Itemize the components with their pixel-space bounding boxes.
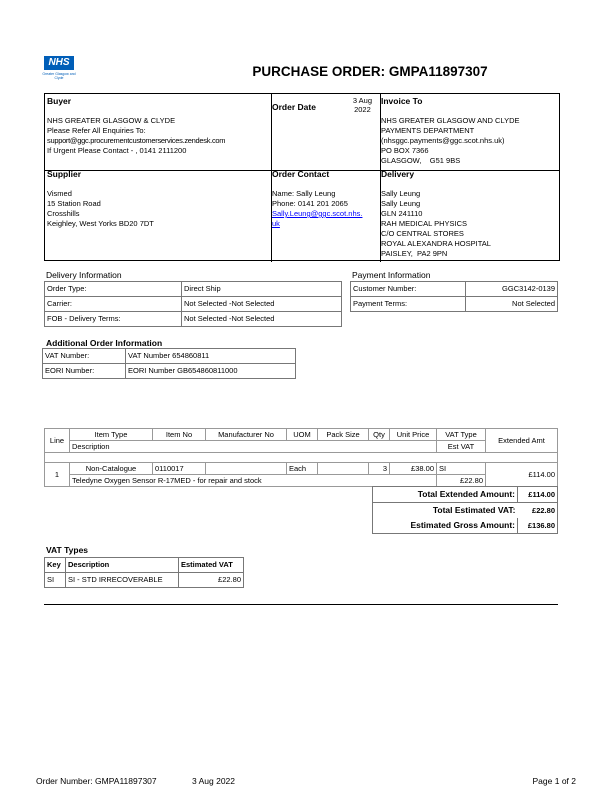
totals-row (373, 518, 558, 534)
footer-date: 3 Aug 2022 (192, 776, 236, 786)
supplier-section (45, 167, 272, 262)
contact-email-link[interactable] (272, 209, 378, 229)
buyer-lines (47, 116, 269, 156)
items-header-row (45, 429, 558, 441)
delivery-line: RAH MEDICAL PHYSICS (381, 219, 467, 228)
col-description: Description (70, 441, 437, 453)
invoice-line: NHS GREATER GLASGOW AND CLYDE (381, 116, 520, 125)
vat-types-header-row (45, 558, 244, 573)
item-no: 0110017 (153, 463, 206, 475)
table-row (45, 573, 244, 588)
delivery-heading: Delivery (381, 169, 415, 179)
delivery-info-value: Direct Ship (182, 282, 342, 297)
delivery-section (379, 167, 559, 262)
vat-col-estimated: Estimated VAT (179, 558, 244, 573)
payment-info-value: GGC3142-0139 (466, 282, 558, 297)
delivery-line: C/O CENTRAL STORES (381, 229, 464, 238)
additional-info-value: VAT Number 654860811 (126, 349, 296, 364)
contact-email-line: Sally.Leung@ggc.scot.nhs. (272, 209, 363, 218)
delivery-line: Sally Leung (381, 189, 421, 198)
invoice-to-heading: Invoice To (381, 96, 423, 106)
delivery-info-value: Not Selected -Not Selected (182, 297, 342, 312)
delivery-lines (381, 189, 557, 259)
nhs-logo-subtitle: Greater Glasgow and Clyde (42, 72, 76, 80)
order-date-section (270, 94, 381, 171)
payment-info-table (350, 281, 558, 312)
payment-info-row (351, 297, 558, 312)
supplier-line: 15 Station Road (47, 199, 101, 208)
invoice-to-lines (381, 116, 557, 166)
buyer-heading: Buyer (47, 96, 72, 106)
vat-estimated: £22.80 (179, 573, 244, 588)
supplier-line: Vismed (47, 189, 72, 198)
divider (44, 604, 558, 605)
totals-row (373, 487, 558, 503)
table-row (45, 463, 558, 475)
vat-key: SI (45, 573, 66, 588)
vat-col-description: Description (66, 558, 179, 573)
item-description: Teledyne Oxygen Sensor R-17MED - for repair and stock (70, 475, 437, 487)
col-item-no: Item No (153, 429, 206, 441)
item-type: Non-Catalogue (70, 463, 153, 475)
payment-info-heading: Payment Information (352, 270, 431, 280)
delivery-line: PAISLEY, PA2 9PN (381, 249, 448, 258)
header-grid (44, 93, 560, 261)
total-gross-value: £136.80 (518, 518, 558, 534)
vat-types-heading: VAT Types (46, 545, 89, 555)
nhs-logo (40, 56, 78, 86)
item-line: 1 (45, 463, 70, 487)
delivery-line: GLN 241110 (381, 209, 423, 218)
additional-info-label: EORI Number: (43, 364, 126, 379)
total-vat-label: Total Estimated VAT: (373, 503, 518, 519)
col-uom: UOM (287, 429, 318, 441)
contact-name: Name: Sally Leung (272, 189, 336, 198)
supplier-line: Crosshills (47, 209, 80, 218)
col-manufacturer-no: Manufacturer No (206, 429, 287, 441)
invoice-line: PAYMENTS DEPARTMENT (381, 126, 475, 135)
delivery-info-label: FOB - Delivery Terms: (45, 312, 182, 327)
delivery-info-row (45, 282, 342, 297)
table-row-description (45, 475, 558, 487)
item-vat-type: SI (437, 463, 486, 475)
footer-page-number: Page 1 of 2 (532, 776, 576, 786)
additional-info-value: EORI Number GB654860811000 (126, 364, 296, 379)
invoice-line: (nhsggc.payments@ggc.scot.nhs.uk) (381, 136, 505, 145)
buyer-line: If Urgent Please Contact - , 0141 2111200 (47, 146, 187, 155)
delivery-info-label: Carrier: (45, 297, 182, 312)
nhs-logo-mark: NHS (44, 56, 74, 70)
invoice-to-section (379, 94, 559, 171)
vat-description: SI - STD IRRECOVERABLE (66, 573, 179, 588)
item-extended-amt: £114.00 (486, 463, 558, 487)
delivery-line: Sally Leung (381, 199, 421, 208)
payment-info-label: Payment Terms: (351, 297, 466, 312)
additional-info-row (43, 349, 296, 364)
delivery-info-table (44, 281, 342, 327)
item-unit-price: £38.00 (390, 463, 437, 475)
total-gross-label: Estimated Gross Amount: (373, 518, 518, 534)
order-date-value (353, 96, 372, 114)
col-vat-type: VAT Type (437, 429, 486, 441)
item-est-vat: £22.80 (437, 475, 486, 487)
contact-email-line: uk (272, 219, 280, 228)
total-extended-label: Total Extended Amount: (373, 487, 518, 503)
item-qty: 3 (369, 463, 390, 475)
col-qty: Qty (369, 429, 390, 441)
additional-info-table (42, 348, 296, 379)
item-pack-size (318, 463, 369, 475)
payment-info-label: Customer Number: (351, 282, 466, 297)
vat-types-table (44, 557, 244, 588)
order-contact-lines (272, 189, 378, 229)
payment-info-value: Not Selected (466, 297, 558, 312)
additional-info-row (43, 364, 296, 379)
additional-info-label: VAT Number: (43, 349, 126, 364)
vat-col-key: Key (45, 558, 66, 573)
supplier-line: Keighley, West Yorks BD20 7DT (47, 219, 154, 228)
invoice-line: PO BOX 7366 (381, 146, 429, 155)
item-uom: Each (287, 463, 318, 475)
invoice-line: GLASGOW, G51 9BS (381, 156, 461, 165)
delivery-line: ROYAL ALEXANDRA HOSPITAL (381, 239, 491, 248)
delivery-info-heading: Delivery Information (46, 270, 122, 280)
supplier-lines (47, 189, 269, 229)
buyer-line: support@ggc.procurementcustomerservices.zendesk.com (47, 136, 226, 145)
page-title: PURCHASE ORDER: GMPA11897307 (252, 64, 488, 79)
buyer-line: NHS GREATER GLASGOW & CLYDE (47, 116, 176, 125)
order-date-year: 2022 (354, 105, 371, 114)
delivery-info-label: Order Type: (45, 282, 182, 297)
total-vat-value: £22.80 (518, 503, 558, 519)
item-manufacturer-no (206, 463, 287, 475)
totals-row (373, 503, 558, 519)
line-items-table (44, 428, 558, 487)
col-item-type: Item Type (70, 429, 153, 441)
additional-info-heading: Additional Order Information (46, 338, 163, 348)
delivery-info-value: Not Selected -Not Selected (182, 312, 342, 327)
col-extended-amt: Extended Amt (486, 429, 558, 453)
totals-table (372, 486, 558, 534)
delivery-info-row (45, 312, 342, 327)
buyer-section (45, 94, 272, 171)
col-line: Line (45, 429, 70, 453)
footer-order-number: Order Number: GMPA11897307 (36, 776, 157, 786)
contact-phone: Phone: 0141 201 2065 (272, 199, 348, 208)
items-header-row-2 (45, 441, 558, 453)
total-extended-value: £114.00 (518, 487, 558, 503)
order-date-heading: Order Date (272, 102, 316, 112)
col-est-vat: Est VAT (437, 441, 486, 453)
delivery-info-row (45, 297, 342, 312)
order-contact-section (270, 167, 381, 262)
payment-info-row (351, 282, 558, 297)
order-contact-heading: Order Contact (272, 169, 330, 179)
items-spacer-row (45, 453, 558, 463)
col-unit-price: Unit Price (390, 429, 437, 441)
buyer-line: Please Refer All Enquiries To: (47, 126, 146, 135)
supplier-heading: Supplier (47, 169, 82, 179)
col-pack-size: Pack Size (318, 429, 369, 441)
order-date-day: 3 Aug (352, 96, 372, 105)
